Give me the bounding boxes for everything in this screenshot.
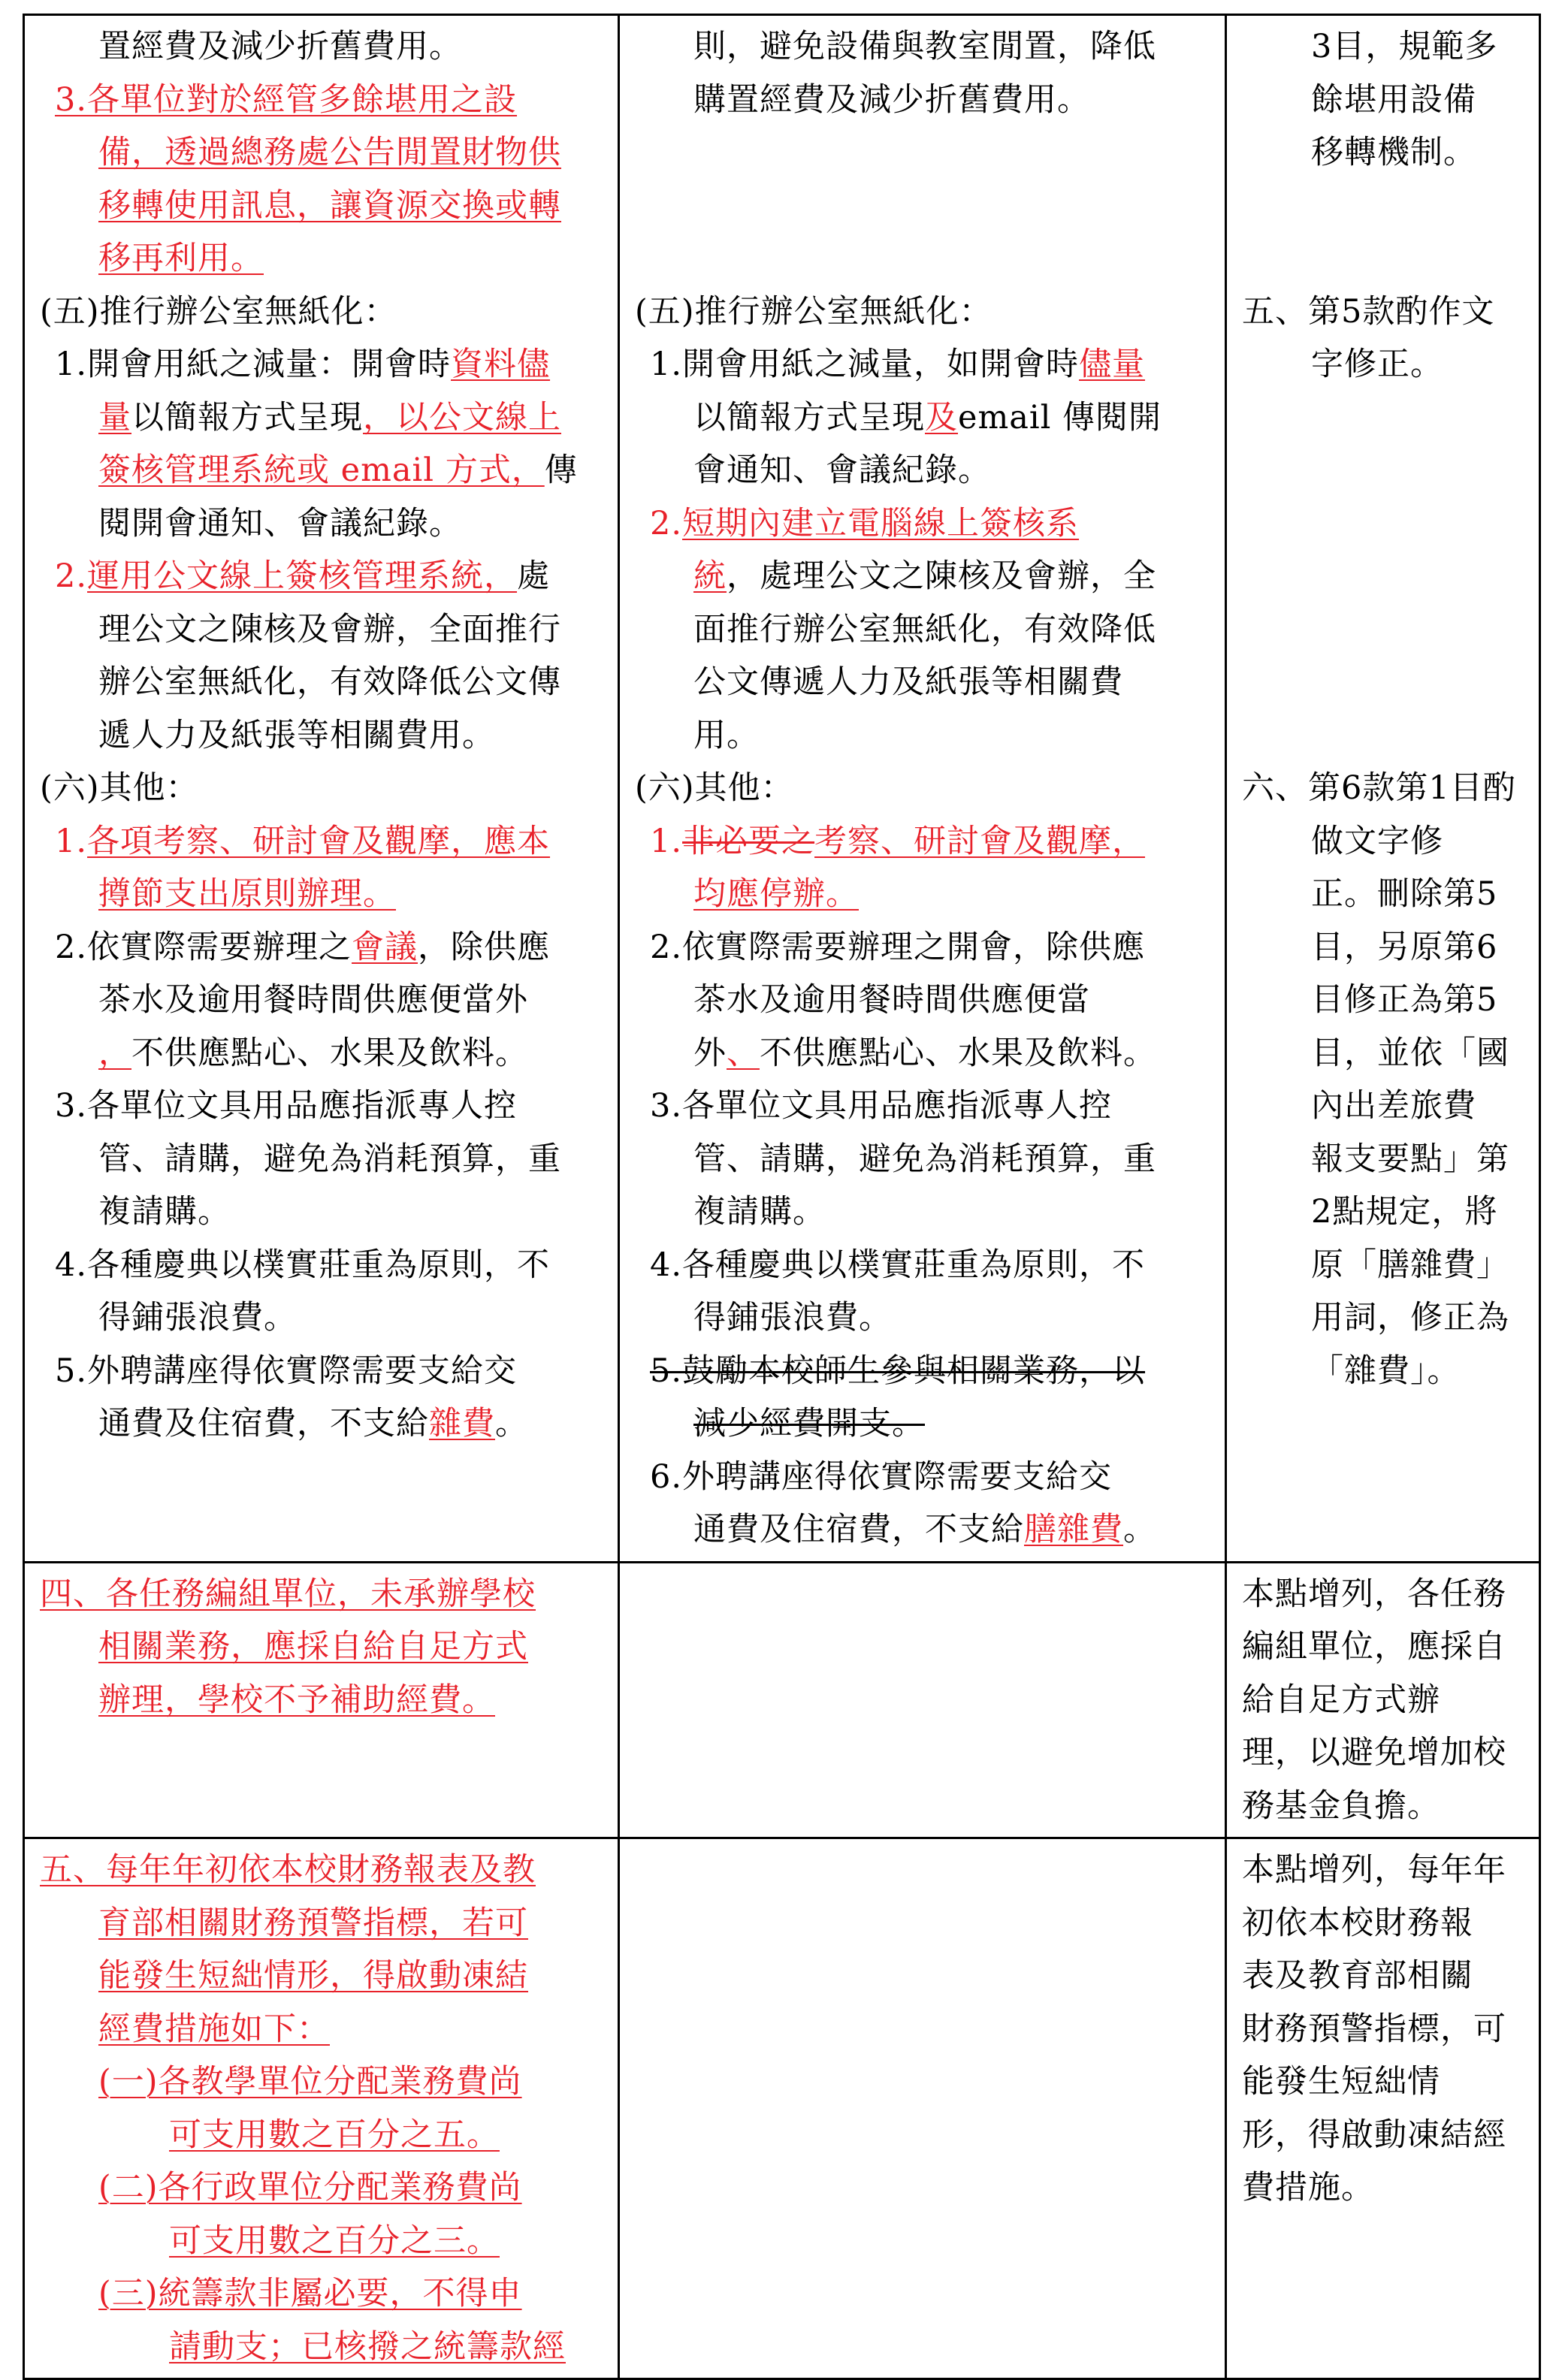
text-run: 可支用數之百分之五。 (169, 2116, 500, 2154)
text-run: 2.依實際需要辦理之 (55, 928, 352, 966)
text-line (632, 815, 1211, 868)
text-line (37, 1345, 604, 1398)
text-line (1239, 1568, 1525, 1621)
text-run: 1.開會用紙之減量，如開會時 (650, 346, 1080, 383)
text-run: 處 (517, 557, 551, 595)
text-run: 各項考察、研討會及觀摩，應本 (87, 822, 551, 860)
text-run: 量 (98, 398, 131, 436)
text-run: 複請購。 (693, 1193, 826, 1231)
text-line (37, 974, 604, 1027)
text-run: 目修正為第5 (1311, 981, 1498, 1019)
current-provisions-cell (619, 1838, 1226, 2379)
text-line (37, 285, 604, 339)
text-line (632, 497, 1211, 551)
table-row (24, 1838, 1540, 2379)
text-run: 會通知、會議紀錄。 (693, 452, 991, 489)
text-run: 儘量 (1079, 346, 1146, 383)
text-line (37, 444, 604, 497)
text-line (1239, 180, 1525, 233)
text-run: 4.各種慶典以樸實莊重為原則，不 (55, 1246, 551, 1284)
text-run: 五、每年年初依本校財務報表及教 (40, 1851, 536, 1889)
text-run: ，以公文線上 (363, 398, 561, 436)
text-line (37, 20, 604, 74)
text-run: (六)其他： (635, 769, 794, 807)
text-line (1239, 74, 1525, 127)
text-run: 財務預警指標，可 (1242, 2010, 1506, 2048)
text-line (632, 1080, 1211, 1133)
text-run: 得鋪張浪費。 (98, 1299, 297, 1336)
text-line (1239, 126, 1525, 180)
text-line (37, 2267, 604, 2321)
current-provisions-cell (619, 15, 1226, 1563)
text-line (37, 2161, 604, 2215)
text-line (632, 603, 1211, 657)
cell-text (37, 1844, 604, 2373)
text-line (632, 126, 1211, 180)
text-line (1239, 232, 1525, 285)
text-line (1239, 1726, 1525, 1780)
text-run: 以簡報方式呈現 (131, 398, 363, 436)
text-line (632, 1397, 1211, 1451)
text-run: 遞人力及紙張等相關費用。 (98, 716, 495, 754)
text-line (1239, 550, 1525, 603)
text-run: 購置經費及減少折舊費用。 (693, 80, 1090, 119)
text-run: 辦公室無紙化，有效降低公文傳 (98, 663, 561, 701)
text-run: 移再利用。 (98, 240, 264, 277)
text-run: 則，避免設備與教室閒置，降低 (693, 28, 1156, 65)
text-run: 2.依實際需要辦理之開會，除供應 (650, 928, 1146, 966)
amended-provisions-cell (24, 15, 619, 1563)
text-run: 相關業務，應採自給自足方式 (98, 1628, 528, 1666)
text-run: 資料儘 (451, 346, 551, 383)
explanation-cell (1226, 15, 1540, 1563)
text-line (37, 815, 604, 868)
text-run: 做文字修 (1311, 822, 1443, 860)
text-run: 統 (693, 557, 727, 595)
cell-text (1239, 1844, 1525, 2215)
amended-provisions-cell (24, 1562, 619, 1838)
text-run: 1.開會用紙之減量：開會時 (55, 346, 452, 383)
text-run: 不供應點心、水果及飲料。 (760, 1034, 1156, 1072)
text-line (632, 1239, 1211, 1292)
text-line (37, 1133, 604, 1186)
text-run: 非必要之 (682, 822, 815, 860)
text-run: 理，以避免增加校 (1242, 1734, 1506, 1771)
text-run: 通費及住宿費，不支給 (98, 1405, 429, 1442)
text-line (37, 1027, 604, 1080)
text-line (1239, 815, 1525, 868)
text-line (632, 180, 1211, 233)
text-line (37, 709, 604, 763)
text-run: ，除供應 (418, 928, 551, 966)
text-run: 原「膳雜費」 (1311, 1246, 1509, 1284)
text-run: (五)推行辦公室無紙化： (40, 292, 397, 331)
text-run: 2. (650, 504, 683, 542)
text-run: (三)統籌款非屬必要，不得申 (98, 2275, 522, 2312)
text-line (1239, 1027, 1525, 1080)
text-line (632, 1133, 1211, 1186)
text-run: (六)其他： (40, 769, 199, 807)
text-line (37, 1844, 604, 1897)
text-run: 雜費 (429, 1405, 495, 1442)
text-line (37, 180, 604, 233)
text-run: ，處理公文之陳核及會辦，全 (727, 557, 1156, 595)
text-run: 管、請購，避免為消耗預算，重 (693, 1140, 1156, 1178)
text-run: 5.外聘講座得依實際需要支給交 (55, 1352, 518, 1390)
text-line (632, 1451, 1211, 1504)
text-run: 能發生短絀情形，得啟動凍結 (98, 1957, 528, 1995)
text-run: (一)各教學單位分配業務費尚 (98, 2063, 522, 2101)
text-run: 3.各單位文具用品應指派專人控 (650, 1087, 1113, 1125)
text-line (37, 1674, 604, 1727)
text-line (1239, 1185, 1525, 1239)
text-run: 茶水及逾用餐時間供應便當 (693, 981, 1090, 1019)
text-line (37, 656, 604, 709)
text-line (632, 709, 1211, 763)
text-run: 備，透過總務處公告閒置財物供 (98, 134, 561, 171)
text-line (1239, 762, 1525, 815)
text-line (1239, 603, 1525, 657)
text-run: 3.各單位文具用品應指派專人控 (55, 1087, 518, 1125)
text-line (632, 1027, 1211, 1080)
text-line (1239, 1897, 1525, 1950)
text-line (37, 1897, 604, 1950)
text-line (1239, 1133, 1525, 1186)
text-line (37, 2055, 604, 2109)
text-line (37, 762, 604, 815)
text-run: 初依本校財務報 (1242, 1904, 1473, 1942)
text-line (37, 497, 604, 551)
text-run: 內出差旅費 (1311, 1087, 1476, 1125)
text-line (1239, 1620, 1525, 1674)
text-line (37, 2003, 604, 2056)
text-line (632, 1503, 1211, 1557)
text-run: 四、各任務編組單位，未承辦學校 (40, 1575, 536, 1613)
text-line (1239, 338, 1525, 391)
text-line (1239, 974, 1525, 1027)
text-line (37, 1568, 604, 1621)
text-run: 2. (55, 557, 88, 595)
text-run: 得鋪張浪費。 (693, 1299, 892, 1336)
text-run: 1. (55, 822, 88, 860)
text-line (1239, 1080, 1525, 1133)
text-line (632, 868, 1211, 921)
text-line (632, 74, 1211, 127)
text-run: 通費及住宿費，不支給 (693, 1511, 1024, 1548)
text-line (1239, 2055, 1525, 2109)
text-run: 用。 (693, 716, 760, 754)
text-line (37, 1291, 604, 1345)
text-line (37, 338, 604, 391)
text-line (1239, 1780, 1525, 1833)
text-line (37, 550, 604, 603)
text-line (1239, 1844, 1525, 1897)
text-run: 五、第5款酌作文 (1242, 292, 1495, 331)
text-line (632, 656, 1211, 709)
text-run: 移轉使用訊息，讓資源交換或轉 (98, 186, 561, 225)
text-line (1239, 20, 1525, 74)
text-run: 理公文之陳核及會辦，全面推行 (98, 610, 561, 648)
text-run: 目，並依「國 (1311, 1034, 1509, 1072)
text-run: 表及教育部相關 (1242, 1957, 1473, 1995)
text-run: 簽核管理系統或 email 方式， (98, 452, 545, 489)
text-line (1239, 656, 1525, 709)
text-line (37, 868, 604, 921)
cell-text (1239, 20, 1525, 1397)
text-line (632, 974, 1211, 1027)
text-line (37, 1397, 604, 1451)
text-run: 茶水及逾用餐時間供應便當外 (98, 981, 528, 1019)
text-run: 撙節支出原則辦理。 (98, 875, 396, 913)
text-line (1239, 285, 1525, 339)
text-run: 以簡報方式呈現 (693, 398, 925, 436)
text-run: 「雜費」。 (1311, 1352, 1461, 1390)
text-run: 務基金負擔。 (1242, 1787, 1440, 1825)
text-run: 外 (693, 1034, 727, 1072)
text-run: 本點增列，每年年 (1242, 1851, 1506, 1889)
text-line (37, 921, 604, 974)
cell-text (37, 20, 604, 1451)
comparison-table (23, 14, 1541, 2380)
explanation-cell (1226, 1838, 1540, 2379)
text-run: 。 (495, 1405, 528, 1442)
explanation-cell (1226, 1562, 1540, 1838)
text-line (632, 1345, 1211, 1398)
text-line (37, 2321, 604, 2374)
text-line (1239, 868, 1525, 921)
text-run: 可支用數之百分之三。 (169, 2221, 500, 2260)
text-line (1239, 444, 1525, 497)
text-run: 給自足方式辦 (1242, 1681, 1440, 1719)
text-line (37, 1239, 604, 1292)
text-line (632, 1185, 1211, 1239)
text-run: 不供應點心、水果及飲料。 (131, 1034, 528, 1072)
text-run: 短期內建立電腦線上簽核系 (682, 504, 1080, 542)
text-line (37, 2215, 604, 2268)
text-run: 5.鼓勵本校師生參與相關業務，以 (650, 1352, 1146, 1390)
text-run: 辦理，學校不予補助經費。 (98, 1681, 495, 1719)
text-line (1239, 709, 1525, 763)
text-line (632, 444, 1211, 497)
text-line (632, 20, 1211, 74)
text-run: 膳雜費 (1024, 1511, 1123, 1548)
text-line (1239, 1345, 1525, 1398)
text-line (37, 1620, 604, 1674)
text-run: 管、請購，避免為消耗預算，重 (98, 1140, 561, 1178)
text-line (37, 126, 604, 180)
text-line (1239, 1239, 1525, 1292)
text-line (632, 391, 1211, 445)
text-line (1239, 1291, 1525, 1345)
text-line (632, 1291, 1211, 1345)
text-run: (二)各行政單位分配業務費尚 (98, 2169, 522, 2206)
text-line (1239, 2003, 1525, 2056)
text-line (1239, 2161, 1525, 2215)
text-run: 複請購。 (98, 1193, 231, 1231)
text-line (632, 338, 1211, 391)
text-run: 傳 (544, 452, 578, 489)
text-run: 置經費及減少折舊費用。 (98, 28, 462, 65)
text-line (37, 2109, 604, 2162)
text-line (632, 550, 1211, 603)
text-run: ， (98, 1034, 131, 1072)
text-run: 六、第6款第1目酌 (1242, 769, 1516, 807)
text-line (37, 232, 604, 285)
text-line (1239, 391, 1525, 445)
text-run: 正。刪除第5 (1311, 875, 1498, 913)
text-run: 公文傳遞人力及紙張等相關費 (693, 663, 1123, 701)
text-line (37, 603, 604, 657)
text-run: 請動支；已核撥之統籌款經 (169, 2327, 566, 2366)
text-line (1239, 1674, 1525, 1727)
cell-text (632, 20, 1211, 1557)
text-run: 經費措施如下： (98, 2010, 330, 2048)
text-line (37, 1950, 604, 2003)
text-line (37, 1185, 604, 1239)
current-provisions-cell (619, 1562, 1226, 1838)
text-line (632, 762, 1211, 815)
text-run: 本點增列，各任務 (1242, 1575, 1506, 1613)
text-run: 面推行辦公室無紙化，有效降低 (693, 610, 1156, 648)
text-run: 用詞，修正為 (1311, 1299, 1509, 1336)
table-row (24, 15, 1540, 1563)
text-run: 形，得啟動凍結經 (1242, 2116, 1506, 2154)
text-run: 及 (925, 398, 958, 436)
text-line (1239, 1950, 1525, 2003)
table-row (24, 1562, 1540, 1838)
text-line (1239, 921, 1525, 974)
text-line (632, 921, 1211, 974)
text-line (1239, 2109, 1525, 2162)
text-run: 育部相關財務預警指標，若可 (98, 1904, 528, 1942)
text-run: 運用公文線上簽核管理系統， (87, 557, 518, 595)
text-run: 1. (650, 822, 683, 860)
text-run: 。 (1123, 1511, 1156, 1548)
text-line (37, 391, 604, 445)
amended-provisions-cell (24, 1838, 619, 2379)
text-run: 移轉機制。 (1311, 134, 1476, 171)
text-run: 3目，規範多 (1311, 28, 1498, 65)
text-run: email 傳閱開 (958, 398, 1162, 436)
text-run: 費措施。 (1242, 2169, 1374, 2206)
cell-text (1239, 1568, 1525, 1833)
text-run: (五)推行辦公室無紙化： (635, 292, 993, 331)
text-run: 餘堪用設備 (1311, 80, 1476, 119)
text-run: 字修正。 (1311, 346, 1443, 383)
text-run: 6.外聘講座得依實際需要支給交 (650, 1457, 1113, 1496)
text-run: 2點規定，將 (1311, 1193, 1498, 1231)
text-run: 目，另原第6 (1311, 928, 1498, 966)
text-run: 閱開會通知、會議紀錄。 (98, 504, 462, 542)
text-run: 會議 (352, 928, 418, 966)
text-line (37, 1080, 604, 1133)
text-line (1239, 497, 1525, 551)
text-line (632, 285, 1211, 339)
cell-text (37, 1568, 604, 1727)
text-line (37, 74, 604, 127)
text-line (632, 232, 1211, 285)
text-run: 、 (727, 1034, 760, 1072)
text-run: 3.各單位對於經管多餘堪用之設 (55, 80, 518, 119)
text-run: 編組單位，應採自 (1242, 1628, 1506, 1666)
text-run: 均應停辦。 (693, 875, 859, 913)
text-run: 4.各種慶典以樸實莊重為原則，不 (650, 1246, 1146, 1284)
text-run: 報支要點」第 (1311, 1140, 1509, 1178)
text-run: 減少經費開支。 (693, 1405, 925, 1442)
text-run: 能發生短絀情 (1242, 2063, 1440, 2101)
text-run: 考察、研討會及觀摩， (814, 822, 1146, 860)
